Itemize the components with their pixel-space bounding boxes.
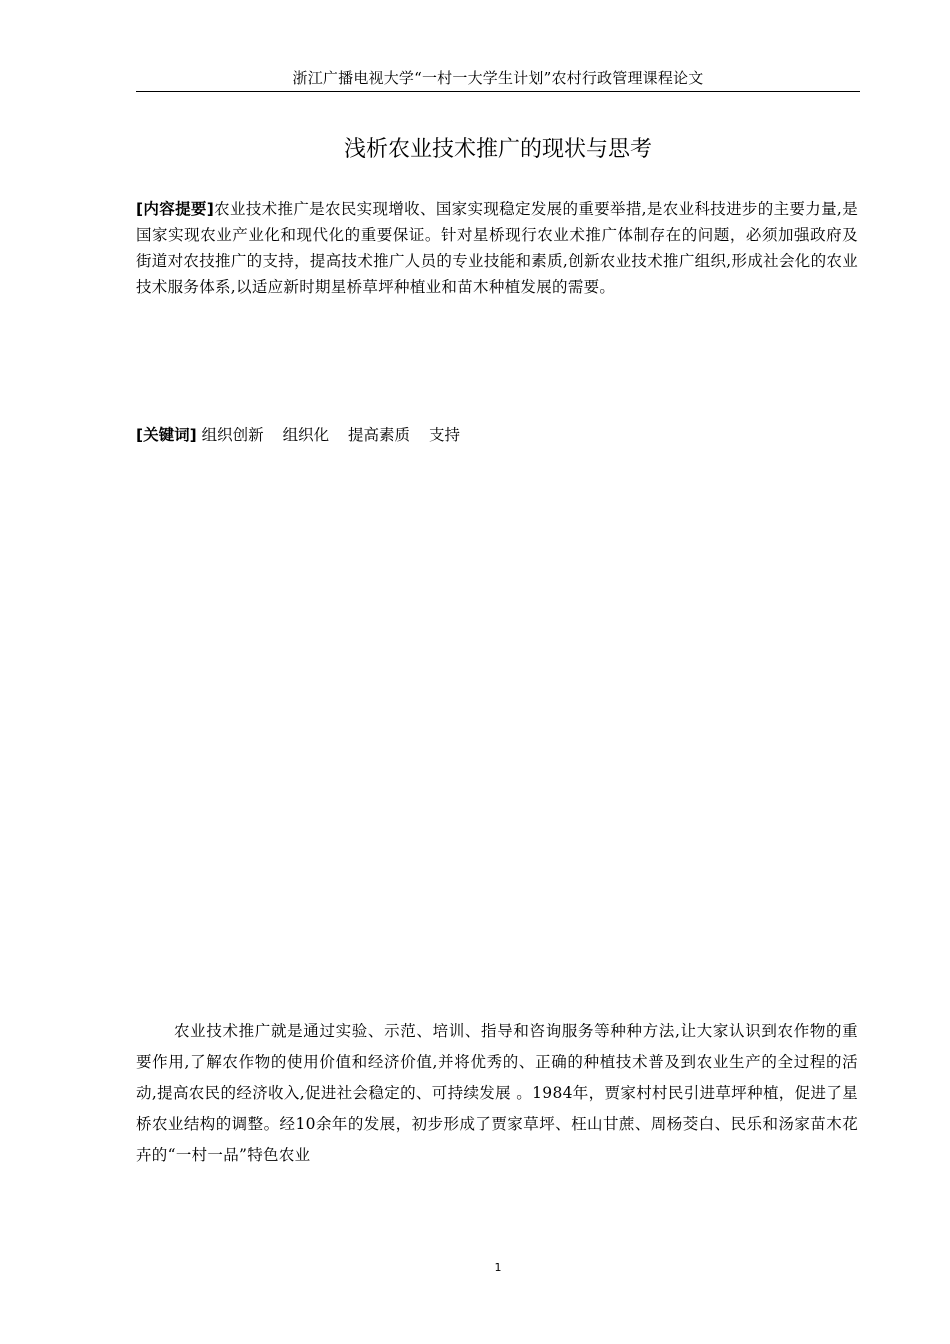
abstract-text: 农业技术推广是农民实现增收、国家实现稳定发展的重要举措,是农业科技进步的主要力量,是国家实现农业产业化和现代化的重要保证。针对星桥现行农业术推广体制存在的问题，必须加强政府及街道对农技推广的支持，提高技术推广人员的专业技能和素质,创新农业技术推广组织,形成社会化的农业技术服务体系,以适应新时期星桥草坪种植业和苗木种植发展的需要。 bbox=[136, 200, 858, 296]
page-number: 1 bbox=[494, 1261, 502, 1274]
keywords-label: [关键词] bbox=[136, 426, 197, 444]
abstract-label: [内容提要] bbox=[136, 200, 215, 218]
keyword-item: 提高素质 bbox=[348, 426, 411, 444]
keyword-item: 组织创新 bbox=[201, 426, 264, 444]
keyword-item: 支持 bbox=[428, 426, 460, 444]
running-header: 浙江广播电视大学“一村一大学生计划”农村行政管理课程论文 bbox=[292, 69, 704, 87]
keywords-line bbox=[136, 422, 858, 448]
document-title: 浅析农业技术推广的现状与思考 bbox=[343, 137, 652, 162]
body-paragraph: 农业技术推广就是通过实验、示范、培训、指导和咨询服务等种种方法,让大家认识到农作物的重要作用,了解农作物的使用价值和经济价值,并将优秀的、正确的种植技术普及到农业生产的全过程的活动,提高农民的经济收入,促进社会稳定的、可持续发展 。1984年，贾家村村民引进草坪种植，促进了星桥农业结构的调整。经10余年的发展，初步形成了贾家草坪、枉山甘蔗、周杨茭白、民乐和汤家苗木花卉的“一村一品”特色农业 bbox=[136, 1022, 858, 1164]
header-rule bbox=[136, 91, 860, 92]
abstract-paragraph bbox=[136, 196, 858, 300]
keyword-item: 组织化 bbox=[282, 426, 330, 444]
